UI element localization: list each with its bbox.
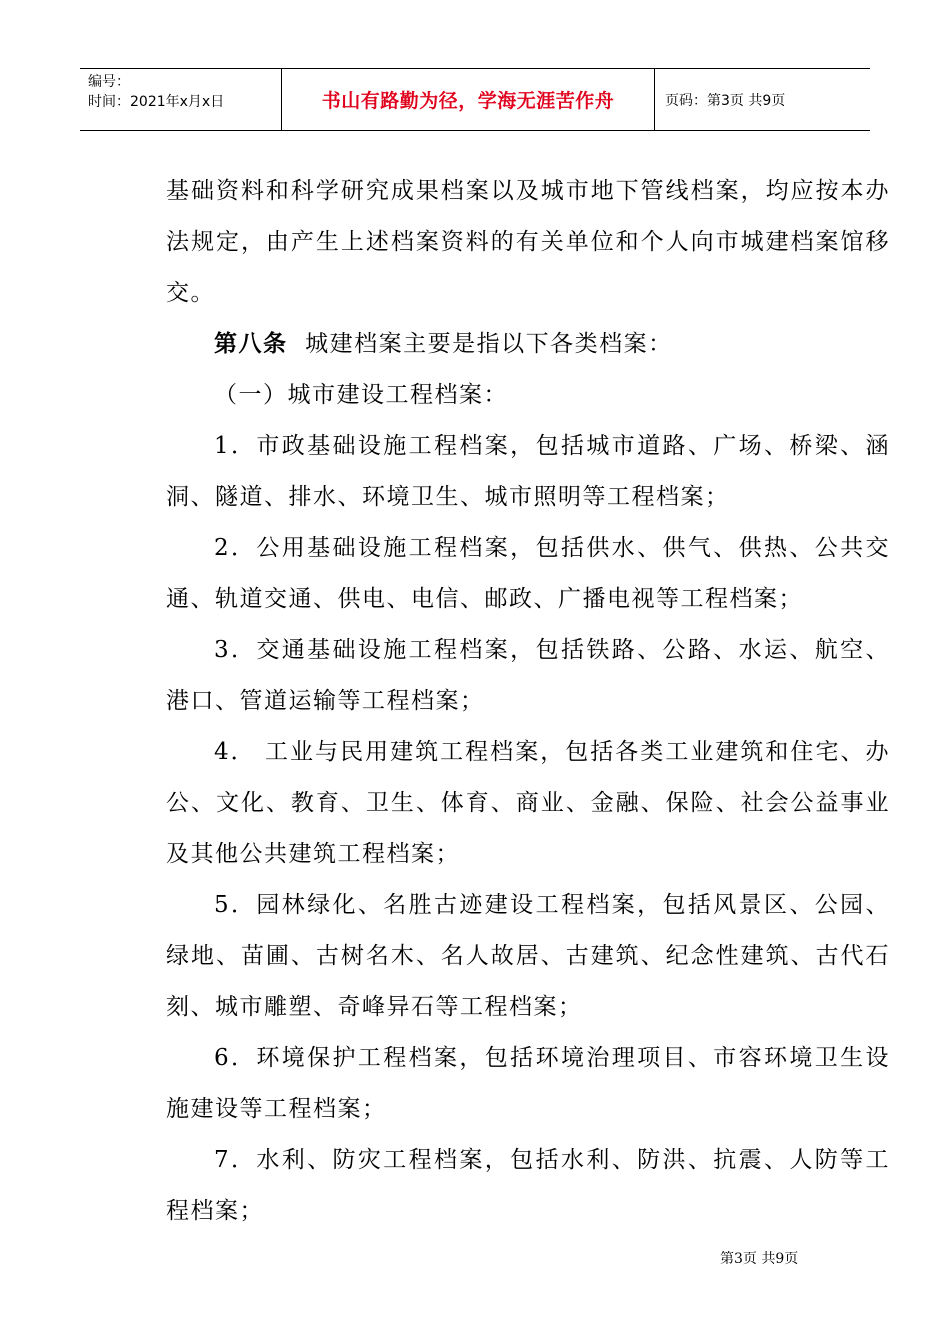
number-label: 编号： [88, 74, 130, 90]
list-item-2: 2．公用基础设施工程档案，包括供水、供气、供热、公共交通、轨道交通、供电、电信、邮政、广播电视等工程档案； [166, 535, 890, 612]
document-header [80, 68, 870, 131]
article-text: 城建档案主要是指以下各类档案： [305, 331, 673, 357]
list-item-4: 4． 工业与民用建筑工程档案，包括各类工业建筑和住宅、办公、文化、教育、卫生、体育、商业、金融、保险、社会公益事业及其他公共建筑工程档案； [166, 739, 890, 867]
motto-text: 书山有路勤为径，学海无涯苦作舟 [321, 90, 615, 112]
page-footer: 第3页 共9页 [720, 1251, 799, 1267]
list-item-6: 6．环境保护工程档案，包括环境治理项目、市容环境卫生设施建设等工程档案； [166, 1045, 890, 1122]
header-motto-cell [282, 69, 655, 130]
header-page-cell [655, 69, 870, 130]
list-item-5: 5．园林绿化、名胜古迹建设工程档案，包括风景区、公园、绿地、苗圃、古树名木、名人故居、古建筑、纪念性建筑、古代石刻、城市雕塑、奇峰异石等工程档案； [166, 892, 890, 1020]
list-item-1: 1．市政基础设施工程档案，包括城市道路、广场、桥梁、涵洞、隧道、排水、环境卫生、城市照明等工程档案； [166, 433, 890, 510]
list-item-7: 7．水利、防灾工程档案，包括水利、防洪、抗震、人防等工程档案； [166, 1147, 890, 1224]
section-title: （一）城市建设工程档案： [214, 382, 508, 408]
continued-paragraph: 基础资料和科学研究成果档案以及城市地下管线档案，均应按本办法规定，由产生上述档案资料的有关单位和个人向市城建档案馆移交。 [166, 178, 890, 306]
list-item-3: 3．交通基础设施工程档案，包括铁路、公路、水运、航空、港口、管道运输等工程档案； [166, 637, 890, 714]
document-body [166, 166, 890, 1237]
time-label: 时间：2021年x月x日 [88, 94, 225, 110]
page-info: 页码：第3页 共9页 [665, 92, 786, 109]
article-8 [166, 319, 890, 370]
header-meta-cell [80, 69, 282, 130]
article-number: 第八条 [214, 331, 288, 357]
